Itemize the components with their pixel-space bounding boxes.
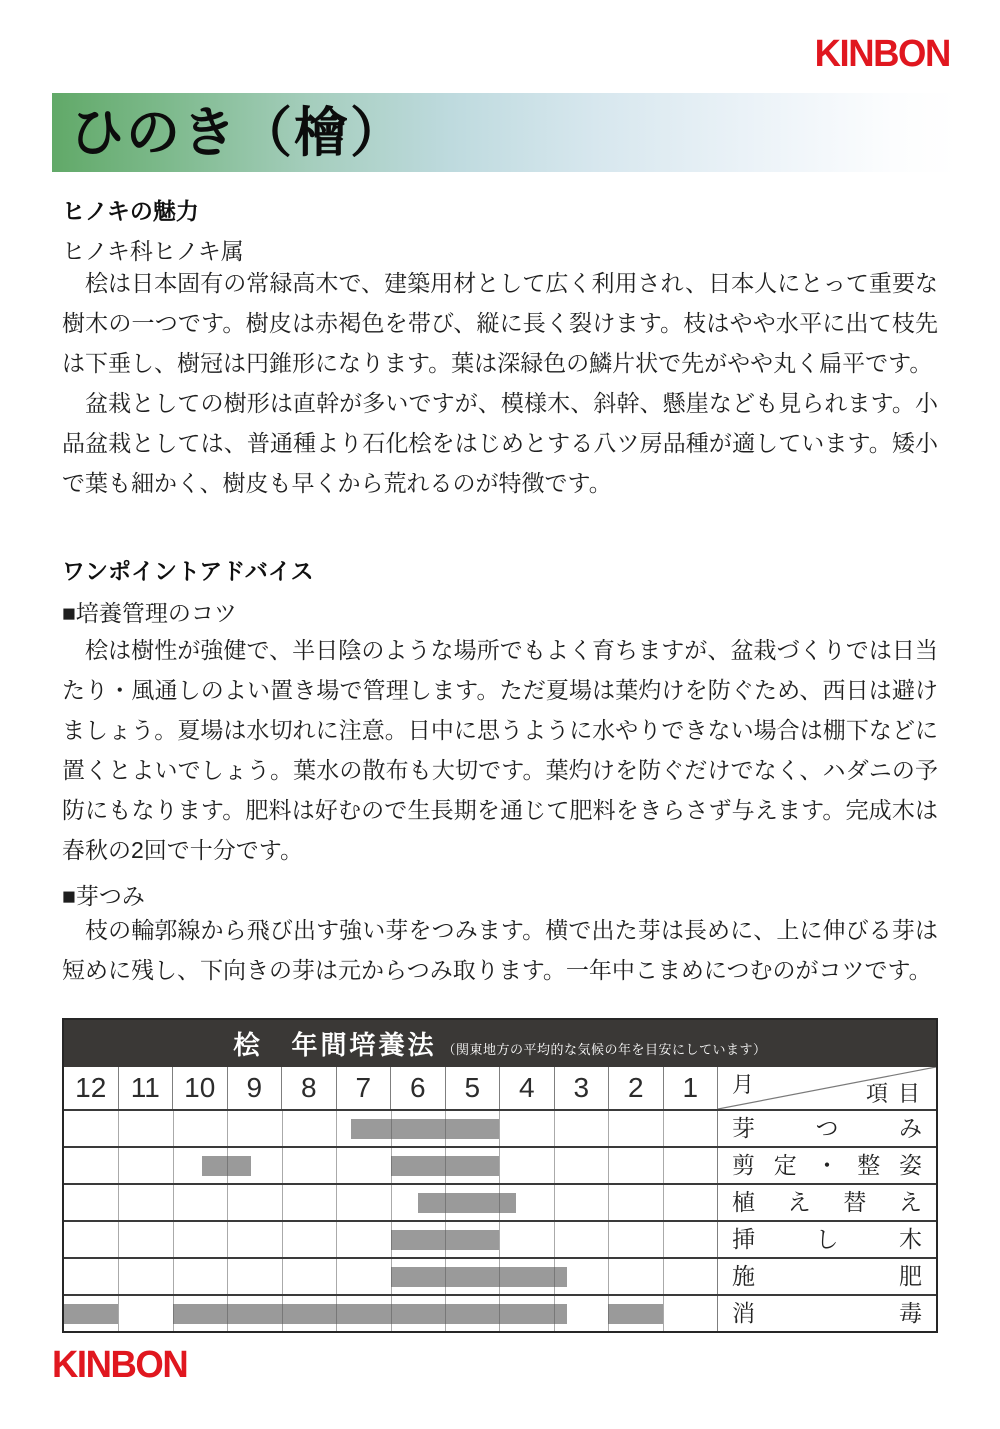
- month-gridline: [173, 1296, 174, 1331]
- activity-period-bar: [64, 1304, 118, 1324]
- month-gridline: [282, 1148, 283, 1183]
- month-gridline: [336, 1148, 337, 1183]
- month-gridline: [608, 1259, 609, 1294]
- calendar-title: 桧 年間培養法: [233, 1031, 437, 1061]
- month-col-1: 1: [682, 1072, 699, 1103]
- calendar-row-uekae: [64, 1183, 936, 1220]
- page-title: ひのき（檜）: [70, 100, 406, 164]
- activity-period-bar: [391, 1267, 568, 1287]
- calendar-row-label-uekae: 植え替え: [717, 1185, 936, 1220]
- month-col-9: 9: [228, 1067, 283, 1109]
- title-banner: [52, 93, 958, 172]
- month-gridline: [499, 1148, 500, 1183]
- calendar-row-label-sashiki: 挿し木: [717, 1222, 936, 1257]
- month-gridline: [554, 1111, 555, 1146]
- activity-period-bar: [173, 1304, 568, 1324]
- month-gridline: [282, 1111, 283, 1146]
- month-gridline: [227, 1296, 228, 1331]
- month-gridline: [663, 1222, 664, 1257]
- month-col-4: 4: [500, 1067, 555, 1109]
- month-gridline: [282, 1259, 283, 1294]
- month-gridline: [173, 1185, 174, 1220]
- activity-period-bar: [351, 1119, 500, 1139]
- month-gridline: [282, 1185, 283, 1220]
- kinbon-logo-top: KINBON: [814, 33, 950, 75]
- annual-cultivation-calendar: [62, 1018, 938, 1333]
- month-item-corner-cell: [717, 1067, 936, 1109]
- calendar-month-row: [64, 1067, 936, 1109]
- month-gridline: [118, 1148, 119, 1183]
- calendar-row-label-shodoku: 消毒: [717, 1296, 936, 1331]
- month-gridline: [336, 1259, 337, 1294]
- calendar-row-label-sehi: 施肥: [717, 1259, 936, 1294]
- activity-period-bar: [418, 1193, 516, 1213]
- calendar-row-label-metsumi: 芽つみ: [717, 1111, 936, 1146]
- month-gridline: [118, 1296, 119, 1331]
- month-gridline: [282, 1296, 283, 1331]
- month-gridline: [336, 1111, 337, 1146]
- calendar-subtitle: （関東地方の平均的な気候の年を目安にしています）: [442, 1041, 767, 1057]
- corner-label-item: 項目: [865, 1081, 930, 1106]
- month-cells: [64, 1067, 717, 1109]
- calendar-track-sentei: [64, 1148, 717, 1183]
- month-gridline: [608, 1222, 609, 1257]
- calendar-row-sashiki: [64, 1220, 936, 1257]
- calendar-track-metsumi: [64, 1111, 717, 1146]
- kinbon-logo-bottom: KINBON: [52, 1344, 188, 1386]
- month-gridline: [499, 1222, 500, 1257]
- month-gridline: [608, 1148, 609, 1183]
- bud-pinching-paragraph: 枝の輪郭線から飛び出す強い芽をつみます。横で出た芽は長めに、上に伸びる芽は短めに残し、下向きの芽は元からつみ取ります。一年中こまめにつむのがコツです。: [62, 917, 938, 983]
- month-gridline: [173, 1259, 174, 1294]
- month-gridline: [336, 1185, 337, 1220]
- month-gridline: [608, 1111, 609, 1146]
- month-gridline: [173, 1148, 174, 1183]
- month-gridline: [118, 1111, 119, 1146]
- month-gridline: [227, 1148, 228, 1183]
- activity-period-bar: [608, 1304, 662, 1324]
- month-gridline: [227, 1111, 228, 1146]
- month-gridline: [608, 1185, 609, 1220]
- month-gridline: [554, 1222, 555, 1257]
- month-gridline: [554, 1148, 555, 1183]
- month-gridline: [173, 1111, 174, 1146]
- month-gridline: [445, 1296, 446, 1331]
- calendar-track-sashiki: [64, 1222, 717, 1257]
- month-gridline: [554, 1296, 555, 1331]
- calendar-row-sentei: [64, 1146, 936, 1183]
- month-gridline: [227, 1259, 228, 1294]
- cultivation-tips-paragraph: 桧は樹性が強健で、半日陰のような場所でもよく育ちますが、盆栽づくりでは日当たり・風通しのよい置き場で管理します。ただ夏場は葉灼けを防ぐため、西日は避けましょう。夏場は水切れに注意。日中に思うように水やりできない場合は棚下などに置くとよいでしょう。葉水の散布も大切です。葉灼けを防ぐだけでなく、ハダニの予防にもなります。肥料は好むので生長期を通じて肥料をきらさず与えます。完成木は春秋の2回で十分です。: [62, 637, 938, 863]
- month-gridline: [445, 1185, 446, 1220]
- month-gridline: [118, 1259, 119, 1294]
- calendar-track-uekae: [64, 1185, 717, 1220]
- month-col-11: 11: [119, 1067, 174, 1109]
- month-col-7: 7: [337, 1067, 392, 1109]
- month-gridline: [445, 1148, 446, 1183]
- month-gridline: [391, 1222, 392, 1257]
- month-gridline: [554, 1259, 555, 1294]
- month-gridline: [227, 1185, 228, 1220]
- month-gridline: [663, 1259, 664, 1294]
- month-gridline: [173, 1222, 174, 1257]
- calendar-body: [64, 1109, 936, 1331]
- month-gridline: [445, 1111, 446, 1146]
- calendar-header-bar: [64, 1020, 936, 1067]
- corner-label-month: 月: [732, 1072, 755, 1097]
- month-gridline: [391, 1259, 392, 1294]
- month-gridline: [336, 1296, 337, 1331]
- month-gridline: [608, 1296, 609, 1331]
- month-col-10: 10: [173, 1067, 228, 1109]
- month-col-5: 5: [446, 1067, 501, 1109]
- calendar-row-metsumi: [64, 1109, 936, 1146]
- month-gridline: [499, 1296, 500, 1331]
- calendar-track-shodoku: [64, 1296, 717, 1331]
- month-col-2: 2: [609, 1067, 664, 1109]
- month-gridline: [118, 1185, 119, 1220]
- month-gridline: [282, 1222, 283, 1257]
- month-gridline: [445, 1259, 446, 1294]
- subheading-cultivation-tips: ■培養管理のコツ: [62, 600, 237, 626]
- intro-paragraph-1: 桧は日本固有の常緑高木で、建築用材として広く利用され、日本人にとって重要な樹木の一つです。樹皮は赤褐色を帯び、縦に長く裂けます。枝はやや水平に出て枝先は下垂し、樹冠は円錐形になります。葉は深緑色の鱗片状で先がやや丸く扁平です。: [62, 270, 938, 376]
- month-gridline: [499, 1259, 500, 1294]
- month-gridline: [391, 1185, 392, 1220]
- month-gridline: [663, 1296, 664, 1331]
- month-gridline: [499, 1111, 500, 1146]
- month-gridline: [663, 1185, 664, 1220]
- month-col-3: 3: [555, 1067, 610, 1109]
- section-heading-advice: ワンポイントアドバイス: [62, 558, 314, 584]
- month-gridline: [391, 1296, 392, 1331]
- month-col-12: 12: [64, 1067, 119, 1109]
- calendar-row-label-sentei: 剪定・整姿: [717, 1148, 936, 1183]
- calendar-track-sehi: [64, 1259, 717, 1294]
- calendar-row-shodoku: [64, 1294, 936, 1331]
- subheading-bud-pinching: ■芽つみ: [62, 883, 145, 909]
- calendar-row-sehi: [64, 1257, 936, 1294]
- month-gridline: [554, 1185, 555, 1220]
- month-gridline: [445, 1222, 446, 1257]
- month-gridline: [663, 1111, 664, 1146]
- month-gridline: [391, 1111, 392, 1146]
- month-col-6: 6: [391, 1067, 446, 1109]
- month-gridline: [499, 1185, 500, 1220]
- month-gridline: [336, 1222, 337, 1257]
- month-col-8: 8: [282, 1067, 337, 1109]
- month-gridline: [391, 1148, 392, 1183]
- intro-paragraph-2: 盆栽としての樹形は直幹が多いですが、模様木、斜幹、懸崖なども見られます。小品盆栽としては、普通種より石化桧をはじめとする八ツ房品種が適しています。矮小で葉も細かく、樹皮も早くから荒れるのが特徴です。: [62, 390, 938, 496]
- month-gridline: [663, 1148, 664, 1183]
- month-gridline: [227, 1222, 228, 1257]
- month-gridline: [118, 1222, 119, 1257]
- taxonomy-line: ヒノキ科ヒノキ属: [62, 238, 244, 264]
- section-heading-miryoku: ヒノキの魅力: [62, 198, 199, 224]
